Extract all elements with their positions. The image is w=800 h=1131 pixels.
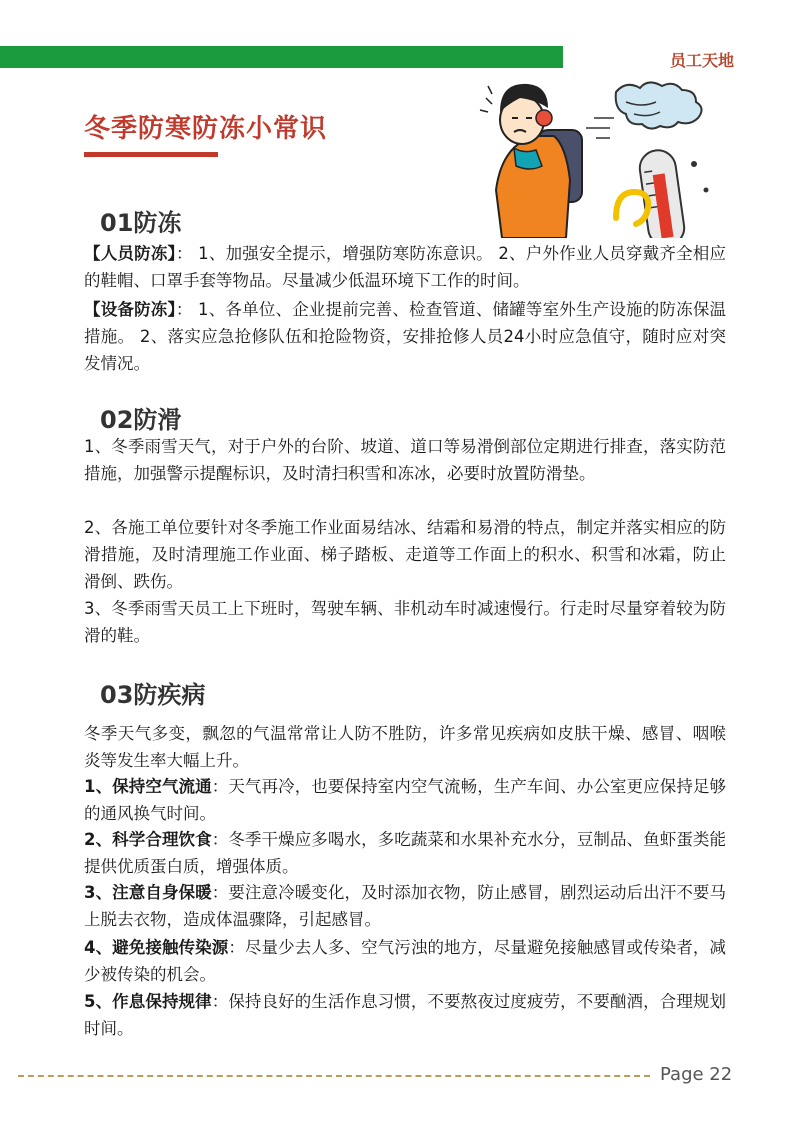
page-number: Page 22 (660, 1064, 733, 1085)
section-01-paragraph-2: 【设备防冻】： 1、各单位、企业提前完善、检查管道、储罐等室外生产设施的防冻保温措施。 2、落实应急抢修队伍和抢险物资，安排抢修人员24小时应急值守，随时应对突发情况。 (84, 300, 727, 373)
section-03-item-1: 1、保持空气流通：天气再冷，也要保持室内空气流畅，生产车间、办公室更应保持足够的通风换气时间。 (84, 777, 727, 823)
cold-person-icon (480, 84, 582, 238)
section-heading-01: 01防冻 (100, 209, 182, 237)
section-03-intro: 冬季天气多变，飘忽的气温常常让人防不胜防，许多常见疾病如皮肤干燥、感冒、咽喉炎等发生率大幅上升。 (84, 724, 726, 770)
section-03-item-4: 4、避免接触传染源：尽量少去人多、空气污浊的地方，尽量避免接触感冒或传染者，减少被传染的机会。 (84, 938, 727, 984)
section-03-item-5: 5、作息保持规律：保持良好的生活作息习惯，不要熬夜过度疲劳，不要酗酒，合理规划时间。 (84, 992, 727, 1038)
section-02-paragraph-1: 1、冬季雨雪天气，对于户外的台阶、坡道、道口等易滑倒部位定期进行排查，落实防范措施，加强警示提醒标识，及时清扫积雪和冻冰，必要时放置防滑垫。 (84, 437, 726, 483)
wind-cloud-icon (586, 82, 702, 138)
section-label: 员工天地 (669, 51, 734, 70)
header-accent-bar (0, 46, 563, 68)
footer-dashed-rule (18, 1075, 650, 1077)
section-heading-02: 02防滑 (100, 406, 182, 434)
section-03-item-2: 2、科学合理饮食：冬季干燥应多喝水，多吃蔬菜和水果补充水分，豆制品、鱼虾蛋类能提供优质蛋白质，增强体质。 (84, 830, 727, 876)
article-title: 冬季防寒防冻小常识 (84, 114, 328, 144)
section-03-item-3: 3、注意自身保暖：要注意冷暖变化，及时添加衣物，防止感冒，剧烈运动后出汗不要马上脱去衣物，造成体温骤降，引起感冒。 (84, 883, 727, 929)
section-02-paragraph-3: 3、冬季雨雪天员工上下班时，驾驶车辆、非机动车时减速慢行。行走时尽量穿着较为防滑的鞋。 (84, 599, 726, 645)
cold-weather-illustration (476, 78, 734, 238)
title-underline (84, 152, 218, 157)
section-01-paragraph-1: 【人员防冻】： 1、加强安全提示，增强防寒防冻意识。 2、户外作业人员穿戴齐全相应的鞋帽、口罩手套等物品。尽量减少低温环境下工作的时间。 (84, 244, 727, 290)
section-heading-03: 03防疾病 (100, 681, 206, 709)
section-02-paragraph-2: 2、各施工单位要针对冬季施工作业面易结冰、结霜和易滑的特点，制定并落实相应的防滑措施，及时清理施工作业面、梯子踏板、走道等工作面上的积水、积雪和冰霜，防止滑倒、跌伤。 (84, 518, 726, 591)
